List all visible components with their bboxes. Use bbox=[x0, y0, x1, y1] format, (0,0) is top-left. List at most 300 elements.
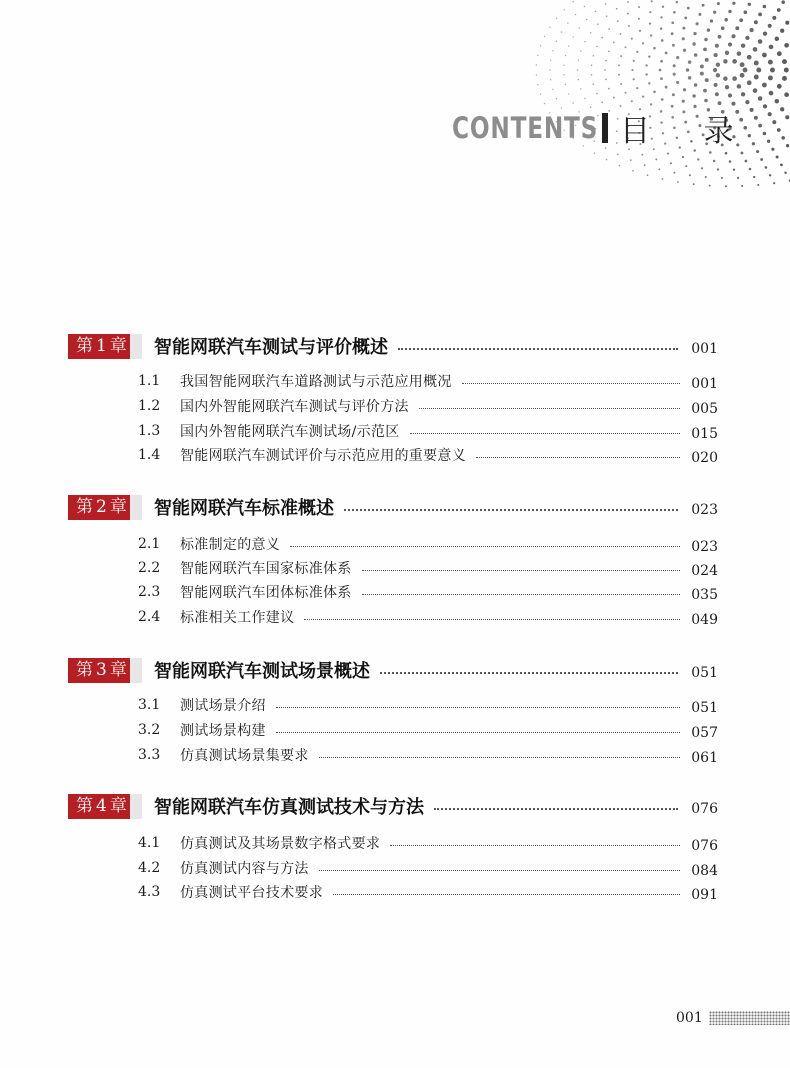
deco-dot bbox=[556, 41, 557, 42]
deco-dot bbox=[568, 93, 569, 94]
section-1-3[interactable] bbox=[138, 420, 718, 442]
deco-dot bbox=[725, 152, 728, 155]
deco-dot bbox=[784, 68, 789, 73]
deco-dot bbox=[636, 87, 638, 89]
deco-dot bbox=[756, 68, 761, 73]
chapter-page: 051 bbox=[691, 665, 718, 681]
section-title: 仿真测试及其场景数字格式要求 bbox=[180, 836, 381, 852]
deco-dot bbox=[713, 160, 715, 162]
deco-dot bbox=[740, 151, 743, 154]
deco-dot bbox=[536, 74, 537, 75]
deco-dot bbox=[688, 76, 692, 80]
deco-dot bbox=[692, 94, 695, 97]
deco-dot bbox=[769, 45, 774, 50]
deco-dot bbox=[729, 160, 732, 163]
deco-dot bbox=[707, 28, 710, 31]
deco-dot bbox=[591, 64, 593, 66]
deco-dot bbox=[682, 100, 685, 103]
deco-dot bbox=[780, 107, 784, 111]
section-page: 057 bbox=[691, 725, 718, 741]
dot-leader bbox=[380, 672, 678, 674]
dot-leader bbox=[462, 383, 680, 384]
deco-dot bbox=[777, 8, 781, 12]
deco-dot bbox=[784, 43, 789, 48]
deco-dot bbox=[725, 51, 729, 55]
section-2-1[interactable] bbox=[138, 533, 718, 555]
deco-dot bbox=[584, 6, 585, 7]
deco-dot bbox=[605, 79, 607, 81]
section-number: 1.3 bbox=[138, 423, 161, 439]
deco-dot bbox=[692, 42, 695, 45]
section-page: 049 bbox=[691, 612, 718, 628]
deco-dot bbox=[586, 19, 588, 21]
deco-dot bbox=[753, 176, 755, 178]
deco-dot bbox=[741, 92, 745, 96]
deco-dot bbox=[642, 42, 644, 44]
deco-dot bbox=[700, 64, 704, 68]
deco-dot bbox=[631, 69, 633, 71]
section-4-2[interactable] bbox=[138, 857, 718, 879]
deco-dot bbox=[676, 81, 679, 84]
deco-dot bbox=[768, 24, 772, 28]
deco-dot bbox=[596, 46, 598, 48]
dot-leader bbox=[419, 408, 680, 409]
deco-dot bbox=[745, 160, 748, 163]
section-number: 1.4 bbox=[138, 447, 161, 463]
section-1-4[interactable] bbox=[138, 444, 718, 466]
deco-dot bbox=[537, 84, 538, 85]
deco-dot bbox=[728, 10, 731, 13]
deco-dot bbox=[577, 69, 578, 70]
deco-dot bbox=[762, 53, 767, 58]
deco-dot bbox=[595, 11, 597, 13]
deco-dot bbox=[572, 36, 573, 37]
deco-dot bbox=[573, 1, 574, 2]
deco-dot bbox=[627, 1, 629, 3]
deco-dot bbox=[667, 153, 669, 155]
deco-dot bbox=[705, 78, 709, 82]
section-number: 2.1 bbox=[138, 536, 161, 552]
deco-dot bbox=[749, 168, 752, 171]
section-title: 智能网联汽车测试评价与示范应用的重要意义 bbox=[180, 448, 466, 464]
dot-leader bbox=[304, 619, 680, 620]
section-title: 测试场景介绍 bbox=[180, 698, 266, 714]
deco-dot bbox=[671, 32, 674, 35]
deco-dot bbox=[780, 164, 783, 167]
chapter-title: 智能网联汽车测试与评价概述 bbox=[154, 337, 388, 358]
chapter-badge: 第 2 章 bbox=[68, 495, 130, 520]
deco-dot bbox=[580, 88, 581, 89]
deco-dot bbox=[631, 100, 633, 102]
section-number: 2.3 bbox=[138, 584, 161, 600]
deco-dot bbox=[728, 42, 732, 46]
deco-dot bbox=[780, 29, 784, 33]
deco-dot bbox=[552, 50, 553, 51]
chapter-badge-tail bbox=[130, 794, 142, 819]
dot-leader bbox=[276, 732, 680, 733]
deco-dot bbox=[682, 27, 685, 30]
deco-dot bbox=[781, 136, 785, 140]
deco-dot bbox=[596, 93, 598, 95]
chapter-badge-tail bbox=[130, 495, 142, 520]
deco-dot bbox=[580, 50, 581, 51]
section-page: 051 bbox=[691, 700, 718, 716]
dot-leader bbox=[398, 348, 678, 350]
deco-dot bbox=[565, 84, 566, 85]
header-divider bbox=[602, 113, 608, 143]
deco-dot bbox=[717, 2, 720, 5]
deco-dot bbox=[655, 158, 657, 160]
section-1-2[interactable] bbox=[138, 395, 718, 417]
deco-dot bbox=[641, 154, 643, 156]
deco-dot bbox=[758, 124, 762, 128]
deco-dot bbox=[685, 165, 687, 167]
section-number: 3.2 bbox=[138, 722, 161, 738]
deco-dot bbox=[705, 176, 707, 178]
deco-dot bbox=[638, 18, 640, 20]
deco-dot bbox=[672, 44, 675, 47]
section-page: 020 bbox=[691, 450, 718, 466]
chapter-badge: 第 1 章 bbox=[68, 334, 130, 359]
section-number: 2.4 bbox=[138, 609, 161, 625]
deco-dot bbox=[725, 185, 727, 187]
deco-dot bbox=[772, 120, 776, 124]
deco-dot bbox=[716, 73, 720, 77]
deco-dot bbox=[659, 69, 662, 72]
deco-dot bbox=[544, 36, 545, 37]
deco-dot bbox=[718, 101, 722, 105]
deco-dot bbox=[594, 152, 596, 154]
deco-dot bbox=[618, 74, 620, 76]
deco-dot bbox=[651, 0, 653, 2]
deco-dot bbox=[593, 83, 595, 85]
deco-dot bbox=[715, 44, 719, 48]
deco-dot bbox=[671, 21, 674, 24]
chapter-1-entry[interactable] bbox=[68, 331, 718, 361]
section-3-3[interactable] bbox=[138, 744, 718, 766]
deco-dot bbox=[741, 185, 743, 187]
dot-leader bbox=[319, 870, 680, 871]
deco-dot bbox=[704, 99, 708, 103]
deco-dot bbox=[572, 102, 573, 103]
section-page: 035 bbox=[691, 587, 718, 603]
section-3-1[interactable] bbox=[138, 694, 718, 716]
section-number: 1.1 bbox=[138, 373, 161, 389]
deco-dot bbox=[676, 56, 679, 59]
deco-dot bbox=[773, 182, 775, 184]
section-page: 084 bbox=[691, 863, 718, 879]
deco-dot bbox=[748, 3, 751, 6]
deco-dot bbox=[606, 15, 608, 17]
deco-dot bbox=[714, 83, 718, 87]
deco-dot bbox=[683, 49, 686, 52]
chapter-badge-tail bbox=[130, 658, 142, 683]
dot-leader bbox=[319, 757, 680, 758]
deco-dot bbox=[710, 19, 713, 22]
deco-dot bbox=[745, 36, 749, 40]
deco-dot bbox=[605, 60, 607, 62]
deco-dot bbox=[549, 27, 550, 28]
deco-dot bbox=[684, 16, 687, 19]
deco-dot bbox=[735, 26, 739, 30]
deco-dot bbox=[673, 64, 676, 67]
deco-dot bbox=[578, 79, 579, 80]
deco-dot bbox=[768, 75, 773, 80]
deco-dot bbox=[770, 68, 775, 73]
deco-dot bbox=[737, 177, 739, 179]
section-4-1[interactable] bbox=[138, 832, 718, 854]
deco-dot bbox=[767, 140, 770, 143]
section-number: 2.2 bbox=[138, 560, 161, 576]
deco-dot bbox=[740, 62, 745, 67]
deco-dot bbox=[732, 76, 737, 81]
deco-dot bbox=[782, 76, 787, 81]
deco-dot bbox=[716, 63, 720, 67]
deco-dot bbox=[624, 92, 626, 94]
section-page: 061 bbox=[691, 750, 718, 766]
deco-dot bbox=[658, 168, 660, 170]
deco-dot bbox=[633, 60, 635, 62]
deco-dot bbox=[694, 83, 698, 87]
deco-dot bbox=[709, 151, 712, 154]
deco-dot bbox=[702, 4, 705, 7]
deco-dot bbox=[703, 89, 707, 93]
section-number: 3.3 bbox=[138, 747, 161, 763]
dot-leader bbox=[434, 808, 678, 810]
deco-dot bbox=[550, 79, 551, 80]
deco-dot bbox=[642, 95, 644, 97]
section-page: 076 bbox=[691, 838, 718, 854]
dot-leader bbox=[333, 894, 680, 895]
deco-dot bbox=[754, 61, 759, 66]
section-title: 仿真测试内容与方法 bbox=[180, 861, 309, 877]
deco-dot bbox=[552, 89, 553, 90]
deco-dot bbox=[714, 53, 718, 57]
deco-dot bbox=[620, 33, 622, 35]
dot-leader bbox=[476, 457, 680, 458]
section-2-4[interactable] bbox=[138, 606, 718, 628]
deco-dot bbox=[556, 18, 557, 19]
deco-dot bbox=[732, 59, 737, 64]
chapter-2-entry[interactable] bbox=[68, 492, 718, 522]
deco-dot bbox=[673, 11, 676, 14]
deco-dot bbox=[597, 23, 599, 25]
deco-dot bbox=[739, 18, 743, 22]
deco-dot bbox=[537, 55, 538, 56]
section-number: 1.2 bbox=[138, 398, 161, 414]
deco-dot bbox=[549, 69, 550, 70]
section-page: 091 bbox=[691, 887, 718, 903]
deco-dot bbox=[689, 174, 691, 176]
deco-dot bbox=[661, 39, 664, 42]
deco-dot bbox=[660, 60, 663, 63]
deco-dot bbox=[662, 178, 664, 180]
section-title: 标准相关工作建议 bbox=[180, 610, 295, 626]
deco-dot bbox=[616, 8, 618, 10]
deco-dot bbox=[613, 97, 615, 99]
deco-dot bbox=[777, 128, 781, 132]
folio-dot-bar bbox=[709, 1011, 790, 1025]
dot-leader bbox=[362, 570, 680, 571]
deco-dot bbox=[660, 77, 663, 80]
deco-dot bbox=[683, 88, 686, 91]
deco-dot bbox=[740, 73, 745, 78]
deco-dot bbox=[696, 22, 699, 25]
deco-dot bbox=[745, 100, 749, 104]
chapter-badge-tail bbox=[130, 334, 142, 359]
deco-dot bbox=[769, 174, 771, 176]
deco-dot bbox=[568, 45, 569, 46]
chapter-title: 智能网联汽车标准概述 bbox=[154, 498, 334, 519]
deco-dot bbox=[578, 27, 579, 28]
deco-dot bbox=[639, 30, 641, 32]
section-number: 4.3 bbox=[138, 884, 161, 900]
deco-dot bbox=[688, 60, 692, 64]
deco-dot bbox=[743, 68, 748, 73]
deco-dot bbox=[605, 3, 607, 5]
deco-dot bbox=[775, 37, 780, 42]
deco-dot bbox=[665, 86, 668, 89]
deco-dot bbox=[705, 58, 709, 62]
deco-dot bbox=[758, 13, 762, 17]
section-3-2[interactable] bbox=[138, 719, 718, 741]
deco-dot bbox=[601, 102, 603, 104]
deco-dot bbox=[665, 51, 668, 54]
deco-dot bbox=[608, 88, 610, 90]
deco-dot bbox=[590, 32, 592, 34]
section-title: 国内外智能网联汽车测试与评价方法 bbox=[180, 399, 409, 415]
section-title: 仿真测试平台技术要求 bbox=[180, 885, 323, 901]
deco-dot bbox=[561, 31, 562, 32]
deco-dot bbox=[753, 47, 758, 52]
deco-dot bbox=[731, 34, 735, 38]
section-number: 3.1 bbox=[138, 697, 161, 713]
chapter-page: 023 bbox=[691, 502, 718, 518]
deco-dot bbox=[567, 22, 568, 23]
deco-dot bbox=[784, 92, 789, 97]
deco-dot bbox=[632, 170, 634, 172]
deco-dot bbox=[677, 181, 679, 183]
deco-dot bbox=[627, 13, 629, 15]
toc-header bbox=[452, 108, 756, 148]
deco-dot bbox=[784, 171, 786, 173]
deco-dot bbox=[617, 20, 619, 22]
deco-dot bbox=[620, 55, 622, 57]
section-2-2[interactable] bbox=[138, 557, 718, 579]
deco-dot bbox=[733, 168, 735, 170]
chapter-badge: 第 3 章 bbox=[68, 658, 130, 683]
deco-dot bbox=[682, 37, 685, 40]
deco-dot bbox=[753, 88, 758, 93]
deco-dot bbox=[617, 154, 619, 156]
dot-leader bbox=[410, 433, 680, 434]
deco-dot bbox=[556, 98, 557, 99]
section-4-3[interactable] bbox=[138, 881, 718, 903]
deco-dot bbox=[544, 103, 545, 104]
deco-dot bbox=[715, 92, 719, 96]
deco-dot bbox=[737, 84, 742, 89]
deco-dot bbox=[608, 50, 610, 52]
deco-dot bbox=[754, 75, 759, 80]
deco-dot bbox=[756, 150, 759, 153]
deco-dot bbox=[763, 31, 767, 35]
deco-dot bbox=[672, 93, 675, 96]
deco-dot bbox=[732, 2, 735, 5]
deco-dot bbox=[687, 7, 690, 10]
deco-dot bbox=[777, 51, 782, 56]
deco-dot bbox=[591, 74, 593, 76]
deco-dot bbox=[676, 1, 678, 3]
deco-dot bbox=[686, 68, 689, 71]
chapter-3-entry[interactable] bbox=[68, 655, 718, 685]
deco-dot bbox=[700, 72, 704, 76]
deco-dot bbox=[754, 20, 758, 24]
deco-dot bbox=[737, 51, 742, 56]
deco-dot bbox=[662, 6, 664, 8]
deco-dot bbox=[718, 35, 722, 39]
deco-dot bbox=[660, 27, 663, 30]
dot-leader bbox=[390, 845, 680, 846]
deco-dot bbox=[633, 78, 635, 80]
deco-dot bbox=[645, 73, 647, 75]
deco-dot bbox=[630, 159, 632, 161]
deco-dot bbox=[606, 159, 608, 161]
deco-dot bbox=[763, 132, 767, 136]
deco-dot bbox=[744, 10, 748, 14]
deco-dot bbox=[540, 45, 541, 46]
section-2-3[interactable] bbox=[138, 581, 718, 603]
deco-dot bbox=[768, 112, 772, 116]
section-1-1[interactable] bbox=[138, 370, 718, 392]
deco-dot bbox=[653, 47, 656, 50]
deco-dot bbox=[636, 51, 638, 53]
deco-dot bbox=[762, 83, 767, 88]
dot-leader bbox=[344, 509, 678, 511]
chapter-4-entry[interactable] bbox=[68, 791, 718, 821]
deco-dot bbox=[728, 93, 732, 97]
deco-dot bbox=[717, 168, 719, 170]
deco-dot bbox=[768, 60, 773, 65]
section-page: 001 bbox=[691, 376, 718, 392]
deco-dot bbox=[757, 184, 759, 186]
page-folio bbox=[676, 1010, 790, 1026]
deco-dot bbox=[713, 68, 717, 72]
deco-dot bbox=[724, 18, 728, 22]
section-title: 测试场景构建 bbox=[180, 723, 266, 739]
deco-dot bbox=[769, 91, 774, 96]
deco-dot bbox=[647, 174, 649, 176]
deco-dot bbox=[698, 13, 701, 16]
deco-dot bbox=[785, 21, 789, 25]
deco-dot bbox=[713, 11, 716, 14]
deco-dot bbox=[776, 156, 779, 159]
deco-dot bbox=[747, 55, 752, 60]
section-title: 仿真测试场景集要求 bbox=[180, 748, 309, 764]
deco-dot bbox=[765, 166, 768, 169]
section-page: 023 bbox=[691, 539, 718, 555]
deco-dot bbox=[673, 172, 675, 174]
deco-dot bbox=[693, 32, 696, 35]
chapter-title: 智能网联汽车测试场景概述 bbox=[154, 661, 370, 682]
deco-dot bbox=[608, 28, 610, 30]
deco-dot bbox=[631, 38, 633, 40]
deco-dot bbox=[763, 104, 767, 108]
deco-dot bbox=[644, 164, 646, 166]
deco-dot bbox=[564, 9, 565, 10]
chapter-title: 智能网联汽车仿真测试技术与方法 bbox=[154, 797, 424, 818]
deco-dot bbox=[563, 65, 564, 66]
deco-dot bbox=[704, 38, 708, 42]
